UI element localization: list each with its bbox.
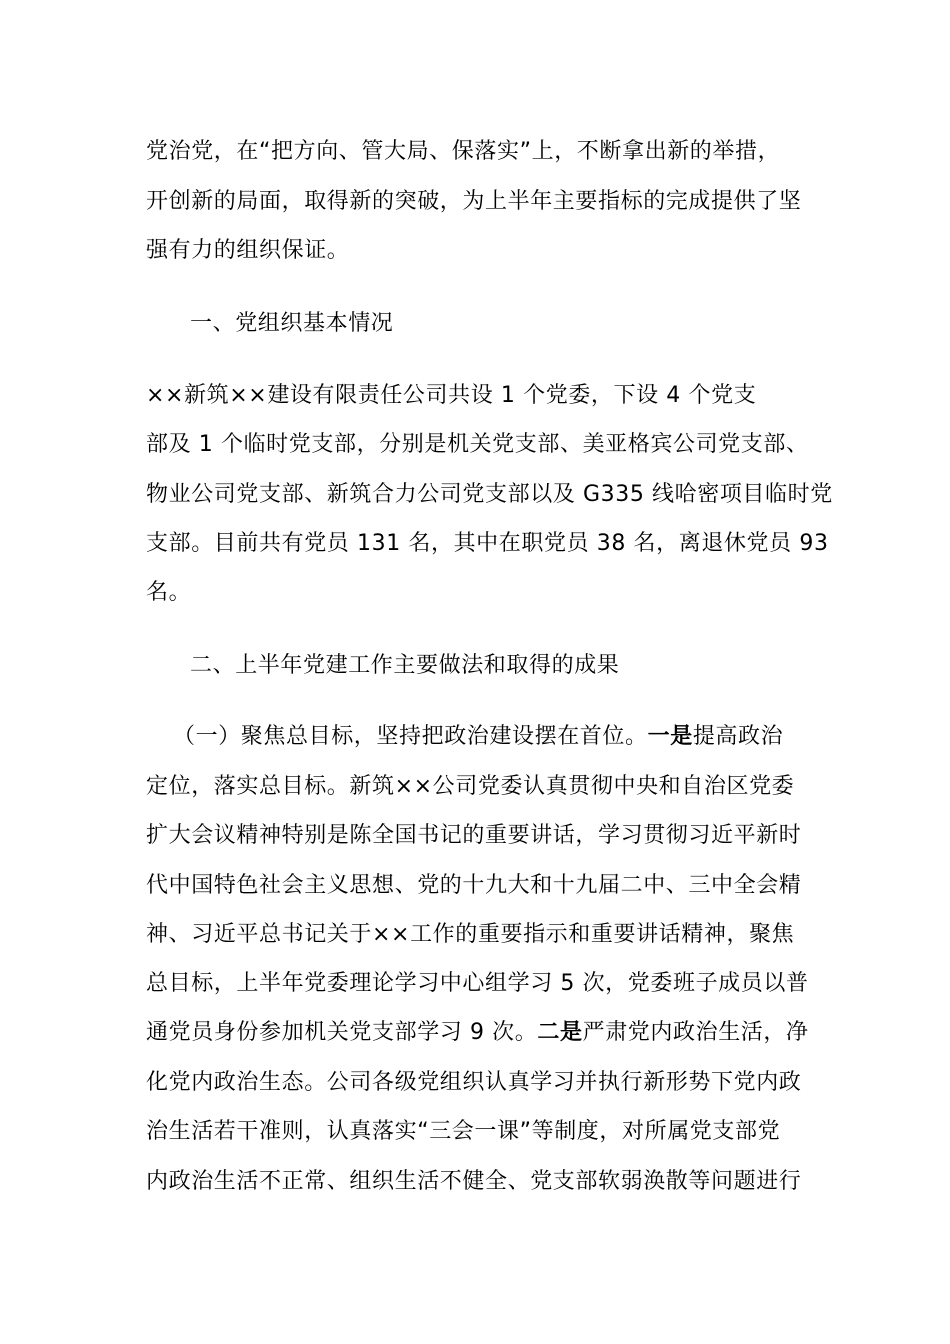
section1-line-9: 治生活若干准则，认真落实“三会一课”等制度，对所属党支部党 (146, 1119, 781, 1144)
section-heading-2: 二、上半年党建工作主要做法和取得的成果 (190, 653, 620, 678)
basic-line-1: ××新筑××建设有限责任公司共设 1 个党委，下设 4 个党支 (146, 383, 757, 408)
section1-line-1 (173, 722, 833, 752)
intro-line-2: 开创新的局面，取得新的突破，为上半年主要指标的完成提供了坚 (146, 189, 802, 214)
section1-line-5: 神、习近平总书记关于××工作的重要指示和重要讲话精神，聚焦 (146, 922, 795, 947)
intro-line-3: 强有力的组织保证。 (146, 238, 350, 263)
section1-line-6: 总目标，上半年党委理论学习中心组学习 5 次，党委班子成员以普 (146, 971, 809, 996)
section1-line-4: 代中国特色社会主义思想、党的十九大和十九届二中、三中全会精 (146, 873, 802, 898)
section-heading-1: 一、党组织基本情况 (190, 311, 394, 336)
bold-marker-ershi: 二是 (537, 1020, 583, 1045)
basic-line-4: 支部。目前共有党员 131 名，其中在职党员 38 名，离退休党员 93 (146, 531, 829, 556)
section1-line-10: 内政治生活不正常、组织生活不健全、党支部软弱涣散等问题进行 (146, 1169, 802, 1194)
section1-line-7-head: 通党员身份参加机关党支部学习 9 次。 (146, 1020, 538, 1045)
basic-line-5: 名。 (146, 580, 192, 605)
basic-line-2: 部及 1 个临时党支部，分别是机关党支部、美亚格宾公司党支部、 (146, 432, 809, 457)
section1-title: （一）聚焦总目标，坚持把政治建设摆在首位。 (173, 724, 648, 749)
section1-line-7 (146, 1018, 809, 1048)
section1-line-1-tail: 提高政治 (692, 724, 784, 749)
basic-line-3: 物业公司党支部、新筑合力公司党支部以及 G335 线哈密项目临时党 (146, 482, 833, 507)
section1-line-7-tail: 严肃党内政治生活，净 (582, 1020, 809, 1045)
section1-line-2: 定位，落实总目标。新筑××公司党委认真贯彻中央和自治区党委 (146, 774, 795, 799)
section1-line-3: 扩大会议精神特别是陈全国书记的重要讲话，学习贯彻习近平新时 (146, 823, 802, 848)
intro-line-1: 党治党，在“把方向、管大局、保落实”上，不断拿出新的举措， (146, 139, 781, 164)
section1-line-8: 化党内政治生态。公司各级党组织认真学习并执行新形势下党内政 (146, 1070, 802, 1095)
bold-marker-yishi: 一是 (647, 724, 693, 749)
